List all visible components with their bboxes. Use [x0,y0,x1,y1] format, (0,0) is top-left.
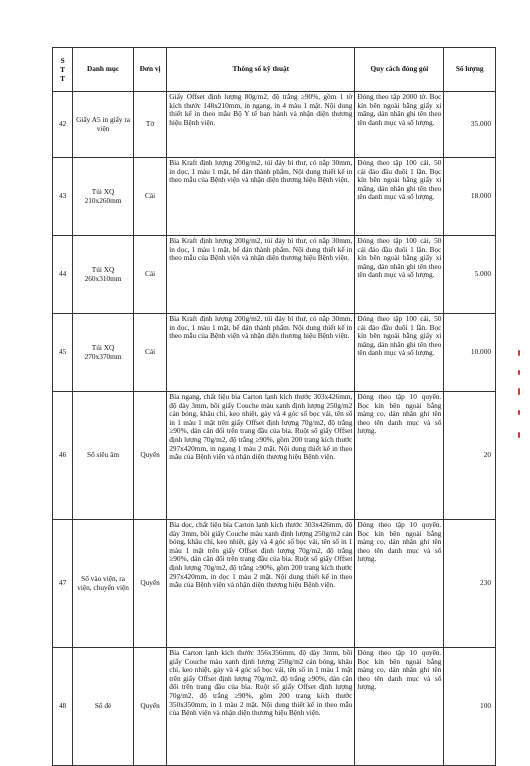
header-qty: Số lượng [444,48,496,92]
row-qty: 230 [444,520,496,648]
row-spec: Giấy Offset định lượng 80g/m2, độ trắng ≥90%, gồm 1 tờ kích thước 148x210mm, in ngang, in 4 màu 1 mặt. Nội dung thiết kế in theo mẫu Bộ Y tế ban hành và nhận diện thương hiệu Bệnh viện. [167,92,355,158]
row-unit: Cái [133,236,166,314]
table-row [53,520,496,648]
table-header-row [53,48,496,92]
row-unit: Cái [133,314,166,392]
row-pack: Đóng theo tập 10 quyển. Bọc kín bên ngoài bằng màng co, dán nhãn ghi tên theo tên danh mục và số lượng. [355,520,444,648]
header-name: Danh mục [73,48,134,92]
header-stt-s: S [60,56,65,65]
row-name: Túi XQ 210x260mm [73,158,134,236]
row-unit: Quyển [133,520,166,648]
row-stt: 43 [53,158,73,236]
row-stt: 44 [53,236,73,314]
table-row [53,158,496,236]
row-name: Sổ vào viện, ra viện, chuyển viện [73,520,134,648]
row-stt: 45 [53,314,73,392]
row-spec: Bìa Kraft định lượng 200g/m2, túi đáy bì thư, có nắp 30mm, in dọc, 1 màu 1 mặt, bế dán thành phẩm. Nội dung thiết kế in theo mẫu của Bệnh viện và nhận diện thương hiệu Bệnh viện. [167,158,355,236]
row-stt: 42 [53,92,73,158]
stamp-mark [518,370,520,375]
row-spec: Bìa Kraft định lượng 200g/m2, túi đáy bì thư, có nắp 30mm, in dọc, 1 màu 1 mặt, bế dán thành phẩm. Nội dung thiết kế in theo mẫu của Bệnh viện và nhận diện thương hiệu Bệnh viện. [167,236,355,314]
table-row [53,92,496,158]
row-name: Sổ đẻ [73,648,134,766]
row-name: Sổ siêu âm [73,392,134,520]
row-pack: Đóng theo tập 100 cái, 50 cái đảo đầu đuôi 1 lần. Bọc kín bên ngoài bằng giấy xi măng, dán nhãn ghi tên theo tên danh mục và số lượng. [355,314,444,392]
document-page [52,47,496,766]
row-stt: 46 [53,392,73,520]
header-stt [53,48,73,92]
stamp-mark [518,388,520,395]
row-pack: Đóng theo tập 10 quyển. Bọc kín bên ngoài bằng màng co, dán nhãn ghi tên theo tên danh mục và số lượng. [355,392,444,520]
row-unit: Tờ [133,92,166,158]
table-row [53,392,496,520]
row-qty: 18.000 [444,158,496,236]
row-stt: 47 [53,520,73,648]
row-name: Túi XQ 270x370mm [73,314,134,392]
row-spec: Bìa ngang, chất liệu bìa Carton lạnh kích thước 303x426mm, độ dày 3mm, bồi giấy Couche màu xanh định lượng 250g/m2 cán bóng, khâu chỉ, keo nhiệt, gáy và 4 góc sổ bọc vải, tên sổ in 1 màu 1 mặt trên giấy Offset định lượng 70g/m2, độ trắng ≥90%, dán cân đối trên trang đầu của bìa. Ruột sổ giấy Offset định lượng 70g/m2, độ trắng ≥90%, gồm 200 trang kích thước 297x420mm, in ngang 1 màu 2 mặt. Nội dung thiết kế in theo mẫu của Bệnh viện và nhận diện thương hiệu Bệnh viện. [167,392,355,520]
row-spec: Bìa dọc, chất liệu bìa Carton lạnh kích thước 303x426mm, độ dày 3mm, bồi giấy Couche màu xanh định lượng 250g/m2 cán bóng, khâu chỉ, keo nhiệt, gáy và 4 góc sổ bọc vải, tên sổ in 1 màu 1 mặt trên giấy Offset định lượng 70g/m2, độ trắng ≥90%, dán cân đối trên trang đầu của bìa. Ruột sổ giấy Offset định lượng 70g/m2, độ trắng ≥90%, gồm 200 trang kích thước 297x420mm, in dọc 1 màu 2 mặt. Nội dung thiết kế in theo mẫu của Bệnh viện và nhận diện thương hiệu Bệnh viện. [167,520,355,648]
stamp-mark [518,432,520,438]
row-unit: Quyển [133,648,166,766]
row-qty: 100 [444,648,496,766]
row-unit: Quyển [133,392,166,520]
row-spec: Bìa Kraft định lượng 200g/m2, túi đáy bì thư, có nắp 30mm, in dọc, 1 màu 1 mặt, bế dán thành phẩm. Nội dung thiết kế in theo mẫu của Bệnh viện và nhận diện thương hiệu Bệnh viện. [167,314,355,392]
margin-stamp-marks [514,340,528,470]
table-row [53,236,496,314]
stamp-mark [518,350,520,356]
row-pack: Đóng theo tập 100 cái, 50 cái đảo đầu đuôi 1 lần. Bọc kín bên ngoài bằng giấy xi măng, dán nhãn ghi tên theo tên danh mục và số lượng. [355,236,444,314]
row-qty: 20 [444,392,496,520]
row-name: Giấy A5 in giấy ra viện [73,92,134,158]
stamp-mark [518,410,520,415]
row-pack: Đóng theo tập 2000 tờ. Bọc kín bên ngoài bằng giấy xi măng, dán nhãn ghi tên theo tên danh mục và số lượng. [355,92,444,158]
header-unit: Đơn vị [133,48,166,92]
specification-table [52,47,496,766]
row-pack: Đóng theo tập 10 quyển. Bọc kín bên ngoài bằng màng co, dán nhãn ghi tên theo tên danh mục và số lượng. [355,648,444,766]
row-spec: Bìa Carton lạnh kích thước 356x356mm, độ dày 3mm, bồi giấy Couche màu xanh định lượng 250g/m2 cán bóng, khâu chỉ, keo nhiệt, gáy và 4 góc sổ bọc vải, tên sổ in 1 màu 1 mặt trên giấy Offset định lượng 70g/m2, độ trắng ≥90%, dán cân đối trên trang đầu của bìa. Ruột sổ giấy Offset định lượng 70g/m2, độ trắng ≥90%, gồm 200 trang kích thước 350x350mm, in 1 màu 2 mặt. Nội dung thiết kế in theo mẫu của Bệnh viện và nhận diện thương hiệu Bệnh viện. [167,648,355,766]
row-unit: Cái [133,158,166,236]
row-stt: 48 [53,648,73,766]
row-qty: 35.000 [444,92,496,158]
table-row [53,314,496,392]
row-name: Túi XQ 260x310mm [73,236,134,314]
row-qty: 10.000 [444,314,496,392]
header-stt-t2: T [60,74,66,83]
row-pack: Đóng theo tập 100 cái, 50 cái đảo đầu đuôi 1 lần. Bọc kín bên ngoài bằng giấy xi măng, dán nhãn ghi tên theo tên danh mục và số lượng. [355,158,444,236]
header-pack: Quy cách đóng gói [355,48,444,92]
header-spec: Thông số kỹ thuật [167,48,355,92]
table-row [53,648,496,766]
row-qty: 5.000 [444,236,496,314]
header-stt-t1: T [60,65,66,74]
